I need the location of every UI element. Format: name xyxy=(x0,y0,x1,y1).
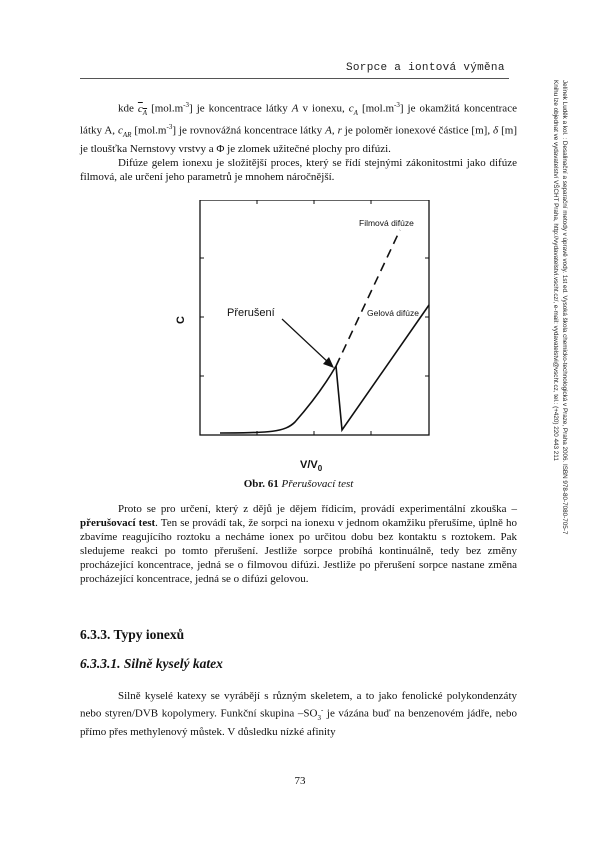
symbol-c-bar: $c_A$ xyxy=(137,102,148,117)
paragraph-symbols: kde $c_A$ $[mol.m^{-3}]$ je koncentrace látky A v ionexu, $c_A$ $[mol.m^{-3}]$ je okamžitá koncentrace látky A, $c_{AR}$ $[mol.m^{-3}]$ je rovnovážná koncentrace látky A, r je poloměr ionexové částice [m], δ [m] je tloušťka Nernstovy vrstvy a Φ je zlomek užitečné plochy pro difúzi. Difúze gelem ionexu je složitější proces, který se řídí stejnými zákonitostmi jako difúze filmová, ale určení jeho parametrů je mnohem náročnější. xyxy=(80,101,517,183)
heading-types-of-ion-exchangers: 6.3.3. Typy ionexů xyxy=(80,627,185,642)
citation-line-2: Knihu lze objednat ve vydavatelství VŠCHT Praha, http://vydavatelstvi.vscht.cz/, e-mail: vydavatelstvi@vscht.cz, tel.: (+420) 220 443 211 xyxy=(552,80,559,461)
label-gel-diffusion: Gelová difúze xyxy=(367,308,419,318)
interruption-arrow xyxy=(282,319,334,368)
figure-caption: Obr. 61 Přerušovací test xyxy=(243,478,354,490)
heading-strong-acid-cation: 6.3.3.1. Silně kyselý katex xyxy=(80,656,223,671)
citation-sidebar xyxy=(545,80,569,640)
label-film-diffusion: Filmová difúze xyxy=(359,218,414,228)
film-diffusion-curve xyxy=(336,230,400,366)
citation-line-1: Jelínek Luděk a kol. : Desalinační a separační metody v úpravě vody. 1st ed. Vysoká škola chemicko-technologická v Praze, Praha 2006. ISBN 978-80-7080-705-7 xyxy=(561,80,568,535)
page-number: 73 xyxy=(294,775,306,787)
paragraph-gel-diffusion: Difúze gelem ionexu je složitější proces, který se řídí stejnými zákonitostmi jako difúze filmová, ale určení jeho parametrů je mnohem náročnější. xyxy=(80,156,517,183)
running-title: Sorpce a iontová výměna xyxy=(346,62,505,74)
header-rule xyxy=(80,78,509,79)
y-axis-label: C xyxy=(175,316,187,324)
interruption-test-chart xyxy=(150,200,450,475)
paragraph-strong-acid: Silně kyselé katexy se vyrábějí s různým skeletem, a to jako fenolické polykondenzáty nebo styren/DVB kopolymery. Funkční skupina $-SO_3^-$ je vázána buď na benzenovém jádře, nebo přímo přes methylenový můstek. V důsledku nízké afinity xyxy=(80,690,518,738)
x-axis-label: $V/V_0$ xyxy=(300,459,323,473)
label-interruption: Přerušení xyxy=(227,307,275,319)
paragraph-interruption-test: Proto se pro určení, který z dějů je dějem řídicím, provádí experimentální zkouška – přerušovací test. Ten se provádí tak, že sorpci na ionexu v jednom okamžiku přerušíme, úplně ho zbavíme reagujícího roztoku a necháme ionex po určitou dobu bez kontaktu s roztokem. Pak sledujeme reakci po tomto přerušení. Jestliže sorpce probíhá kontinuálně, tedy bez změny procházející koncentrace, jedná se o filmovou difúzi. Jestliže po přerušení sorpce nastane změna procházející koncentrace, jedná se o difúzi gelovou. xyxy=(80,503,517,585)
breakthrough-curve xyxy=(220,366,336,433)
gel-diffusion-curve xyxy=(336,305,429,430)
